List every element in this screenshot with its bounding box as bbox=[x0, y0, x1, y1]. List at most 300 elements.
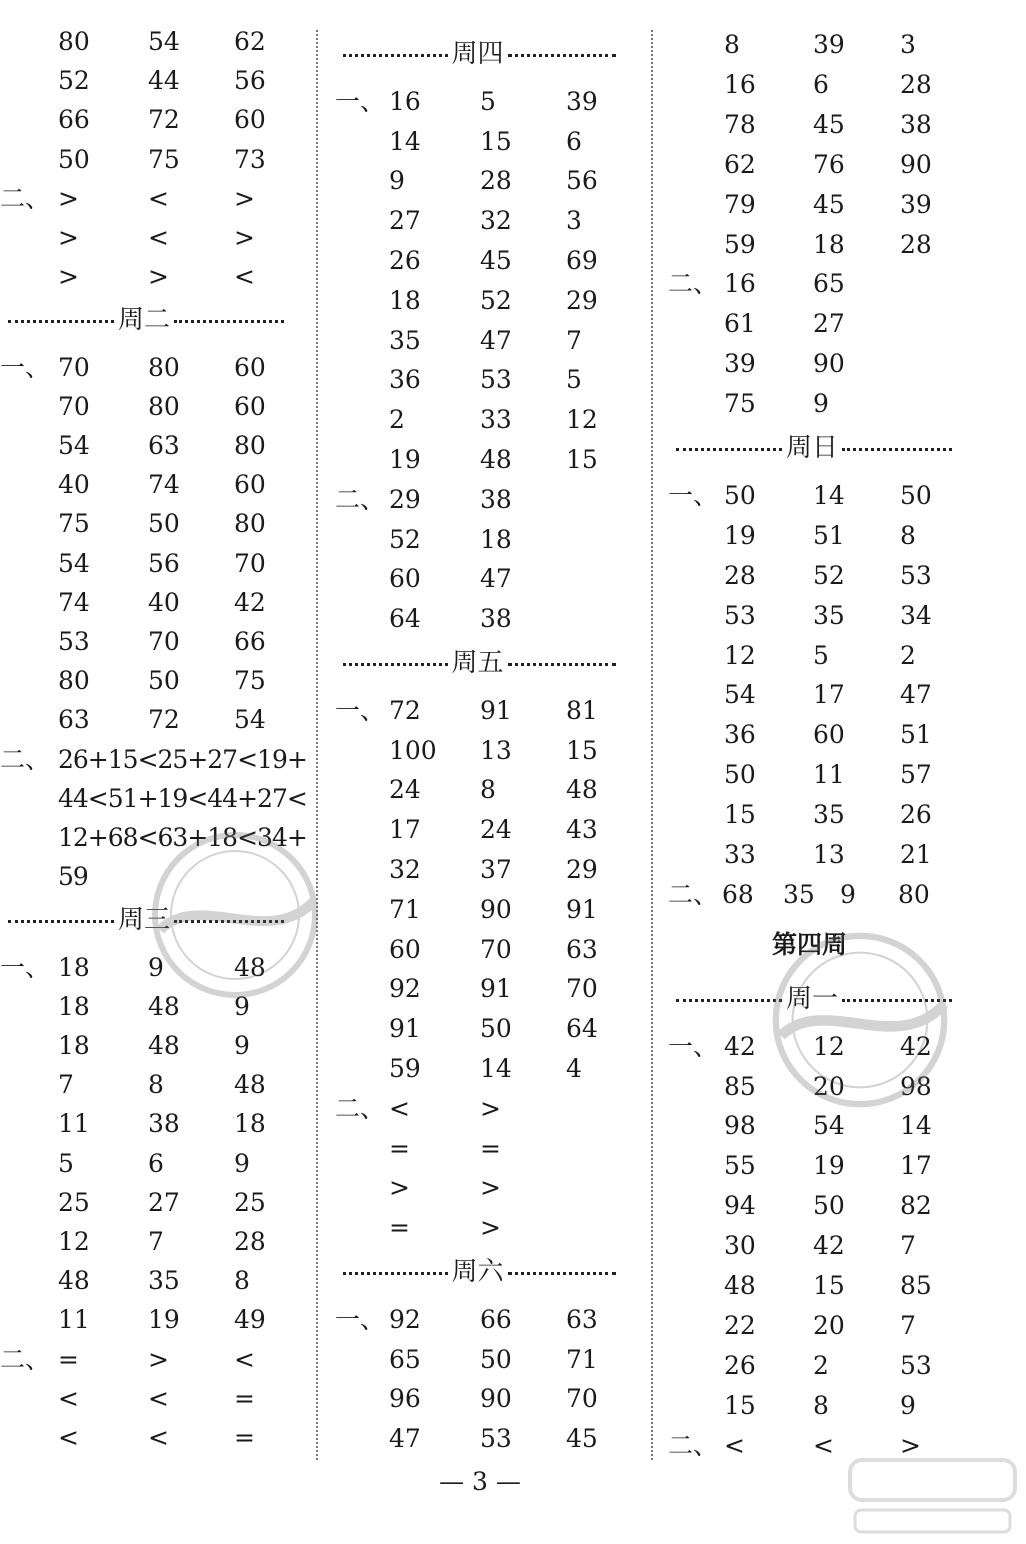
answer-row bbox=[335, 1089, 645, 1129]
answer-value: 17 bbox=[900, 1151, 932, 1181]
answer-value: 74 bbox=[58, 587, 90, 617]
answer-value: 26 bbox=[900, 800, 932, 830]
day-title: 周三 bbox=[117, 905, 171, 936]
answer-value: 60 bbox=[234, 352, 266, 382]
answer-value: 50 bbox=[148, 666, 180, 696]
answer-value: 80 bbox=[148, 391, 180, 421]
answer-value: 4 bbox=[566, 1054, 582, 1083]
answer-value: 60 bbox=[389, 934, 421, 964]
answer-value: < bbox=[148, 1423, 169, 1452]
answer-value: 19 bbox=[813, 1151, 845, 1181]
answer-row bbox=[668, 596, 968, 636]
answer-value: 45 bbox=[813, 189, 845, 219]
answer-row bbox=[668, 304, 968, 344]
answer-value: 14 bbox=[900, 1111, 932, 1141]
answer-value: 2 bbox=[900, 640, 916, 670]
answer-value: 62 bbox=[724, 149, 756, 179]
day-header bbox=[335, 643, 620, 683]
answer-value: 36 bbox=[389, 365, 421, 395]
answer-row bbox=[335, 731, 645, 771]
answer-row bbox=[335, 1419, 645, 1459]
answer-row bbox=[335, 850, 645, 890]
stamp-watermark bbox=[140, 820, 330, 1010]
answer-row bbox=[335, 201, 645, 241]
answer-value: 54 bbox=[58, 548, 90, 578]
answer-value: 80 bbox=[234, 509, 266, 539]
answer-row bbox=[335, 599, 645, 639]
answer-value: 50 bbox=[724, 480, 756, 510]
answer-value: 70 bbox=[148, 627, 180, 656]
dotted-leader bbox=[508, 1272, 617, 1275]
answer-value: 27 bbox=[813, 309, 845, 339]
answer-value: > bbox=[148, 262, 169, 292]
answer-value: 63 bbox=[148, 431, 180, 460]
answer-value: 66 bbox=[234, 627, 266, 656]
answer-row bbox=[668, 516, 968, 556]
answer-value: 90 bbox=[900, 149, 932, 179]
answer-value: 16 bbox=[389, 86, 421, 116]
answer-row bbox=[335, 1340, 645, 1380]
dotted-leader bbox=[676, 448, 782, 451]
answer-value: 33 bbox=[724, 840, 756, 869]
answer-row bbox=[668, 476, 968, 516]
answer-value: > bbox=[480, 1173, 501, 1203]
answer-value: 8 bbox=[148, 1070, 164, 1100]
answer-row bbox=[335, 1129, 645, 1169]
answer-value: 49 bbox=[234, 1305, 266, 1335]
answer-value: < bbox=[724, 1430, 745, 1460]
answer-row bbox=[668, 1266, 968, 1306]
answer-value: 42 bbox=[724, 1031, 756, 1061]
day-header bbox=[0, 300, 288, 340]
answer-value: 35 bbox=[389, 325, 421, 355]
answer-value: 3 bbox=[566, 206, 582, 236]
question-label: 一、 bbox=[0, 352, 51, 382]
answer-row bbox=[335, 890, 645, 930]
answer-value: 42 bbox=[813, 1231, 845, 1261]
column-divider bbox=[651, 30, 653, 1460]
answer-value: 70 bbox=[480, 934, 512, 964]
day-header bbox=[335, 34, 620, 74]
day-header bbox=[668, 428, 956, 468]
day-title: 周五 bbox=[451, 648, 504, 678]
answer-row bbox=[668, 556, 968, 596]
equation-text: 12+68<63+18<34+ bbox=[58, 823, 307, 852]
answer-row bbox=[0, 257, 315, 297]
answer-value: 45 bbox=[566, 1424, 598, 1454]
answer-value: < bbox=[58, 1423, 79, 1452]
stamp-watermark bbox=[760, 920, 960, 1120]
answer-value: 55 bbox=[724, 1151, 756, 1181]
answer-value: 53 bbox=[900, 560, 932, 590]
answer-value: 59 bbox=[389, 1054, 421, 1083]
answer-value: < bbox=[234, 262, 255, 292]
answer-value: 12 bbox=[724, 640, 756, 670]
answer-value: < bbox=[813, 1430, 834, 1460]
answer-value: 70 bbox=[58, 391, 90, 421]
answer-value: 59 bbox=[724, 229, 756, 259]
dotted-leader bbox=[842, 448, 952, 451]
answer-row bbox=[668, 145, 968, 185]
day-header bbox=[335, 1252, 620, 1292]
answer-value: 94 bbox=[724, 1191, 756, 1221]
answer-value: 80 bbox=[898, 879, 930, 909]
answer-value: 64 bbox=[566, 1014, 598, 1044]
answer-value: 38 bbox=[480, 484, 512, 514]
answer-value: 18 bbox=[58, 1031, 90, 1060]
answer-row bbox=[0, 179, 315, 219]
answer-value: 14 bbox=[480, 1054, 512, 1083]
answer-value: 48 bbox=[148, 1031, 180, 1060]
answer-value: = bbox=[58, 1344, 79, 1374]
answer-value: 42 bbox=[234, 587, 266, 617]
dotted-leader bbox=[508, 54, 617, 57]
answer-value: 17 bbox=[813, 680, 845, 710]
answer-value: 8 bbox=[234, 1266, 250, 1296]
answer-value: 18 bbox=[58, 991, 90, 1021]
answer-value: 72 bbox=[148, 705, 180, 735]
answer-value: 80 bbox=[234, 431, 266, 460]
dotted-leader bbox=[508, 663, 617, 666]
equation-text: 59 bbox=[58, 862, 88, 892]
answer-value: 78 bbox=[724, 109, 756, 139]
answer-value: 64 bbox=[389, 604, 421, 634]
answer-value: 57 bbox=[900, 760, 932, 790]
answer-value: 15 bbox=[724, 1390, 756, 1420]
answer-value: 51 bbox=[900, 720, 932, 750]
answer-value: 29 bbox=[566, 855, 598, 884]
answer-value: 48 bbox=[566, 775, 598, 805]
answer-row bbox=[0, 1261, 315, 1301]
answer-value: 48 bbox=[724, 1271, 756, 1300]
answer-value: 7 bbox=[900, 1310, 916, 1340]
answer-value: 2 bbox=[813, 1350, 829, 1380]
answer-row bbox=[0, 465, 315, 505]
question-label: 二、 bbox=[668, 879, 719, 909]
answer-value: 52 bbox=[58, 66, 90, 96]
answer-value: 51 bbox=[813, 520, 845, 550]
answer-row bbox=[668, 835, 968, 875]
answer-value: 35 bbox=[813, 800, 845, 830]
answer-value: 13 bbox=[480, 735, 512, 765]
equation-text: 26+15<25+27<19+ bbox=[58, 744, 307, 774]
answer-row bbox=[335, 1208, 645, 1248]
answer-value: 91 bbox=[480, 695, 512, 725]
answer-row bbox=[668, 1386, 968, 1426]
day-title: 周四 bbox=[451, 39, 504, 69]
answer-row bbox=[0, 1340, 315, 1380]
answer-value: 91 bbox=[389, 1014, 421, 1044]
answer-value: 5 bbox=[480, 86, 496, 116]
answer-row bbox=[0, 100, 315, 140]
answer-value: < bbox=[389, 1093, 410, 1123]
answer-value: 7 bbox=[148, 1227, 164, 1256]
answer-row bbox=[668, 185, 968, 225]
answer-row bbox=[335, 969, 645, 1009]
answer-value: 9 bbox=[234, 991, 250, 1021]
answer-value: 18 bbox=[234, 1109, 266, 1139]
question-label: 二、 bbox=[668, 1430, 719, 1460]
answer-value: 79 bbox=[724, 189, 756, 219]
answer-row bbox=[335, 1049, 645, 1089]
answer-row bbox=[335, 400, 645, 440]
answer-value: 18 bbox=[389, 285, 421, 315]
answer-value: 15 bbox=[480, 126, 512, 156]
answer-row bbox=[0, 348, 315, 388]
answer-value: 14 bbox=[813, 480, 845, 510]
dotted-leader bbox=[343, 663, 448, 666]
answer-value: 53 bbox=[480, 365, 512, 395]
answer-row bbox=[668, 344, 968, 384]
answer-value: 69 bbox=[566, 246, 598, 275]
answer-value: 8 bbox=[724, 30, 740, 59]
answer-value: = bbox=[234, 1383, 255, 1413]
answer-value: 11 bbox=[58, 1305, 90, 1335]
answer-value: 39 bbox=[813, 30, 845, 59]
answer-value: 42 bbox=[900, 1031, 932, 1061]
answer-value: 91 bbox=[480, 974, 512, 1004]
answer-value: 45 bbox=[480, 246, 512, 275]
answer-row bbox=[0, 1026, 315, 1066]
answer-value: 48 bbox=[480, 445, 512, 474]
answer-value: 5 bbox=[813, 640, 829, 670]
answer-value: 15 bbox=[813, 1271, 845, 1300]
answer-value: 36 bbox=[724, 720, 756, 750]
answer-value: > bbox=[480, 1093, 501, 1123]
answer-value: > bbox=[58, 183, 79, 213]
answer-value: 54 bbox=[724, 680, 756, 710]
answer-value: 19 bbox=[389, 445, 421, 474]
answer-row bbox=[668, 636, 968, 676]
answer-value: 9 bbox=[840, 879, 856, 909]
answer-row bbox=[0, 583, 315, 623]
answer-value: 26 bbox=[724, 1350, 756, 1380]
answer-value: 7 bbox=[566, 325, 582, 355]
answer-row bbox=[0, 22, 315, 62]
answer-value: 47 bbox=[480, 325, 512, 355]
page-number: — 3 — bbox=[439, 1467, 521, 1496]
answer-value: 85 bbox=[724, 1071, 756, 1101]
answer-value: 7 bbox=[900, 1231, 916, 1261]
answer-value: 24 bbox=[389, 775, 421, 805]
answer-value: 15 bbox=[566, 735, 598, 765]
answer-value: 68 bbox=[722, 879, 754, 909]
answer-value: < bbox=[58, 1383, 79, 1413]
answer-row bbox=[668, 1186, 968, 1226]
answer-value: 85 bbox=[900, 1271, 932, 1300]
answer-value: 6 bbox=[813, 69, 829, 99]
question-label: 二、 bbox=[668, 269, 719, 299]
dotted-leader bbox=[343, 1272, 448, 1275]
answer-row bbox=[668, 264, 968, 304]
answer-row bbox=[335, 161, 645, 201]
answer-value: 61 bbox=[724, 309, 756, 339]
answer-value: 22 bbox=[724, 1310, 756, 1340]
answer-row bbox=[668, 1226, 968, 1266]
answer-value: 52 bbox=[480, 285, 512, 315]
answer-row bbox=[335, 480, 645, 520]
day-title: 周二 bbox=[117, 305, 171, 336]
answer-value: 12 bbox=[566, 405, 598, 435]
answer-value: 50 bbox=[813, 1191, 845, 1221]
answer-value: 39 bbox=[900, 189, 932, 219]
answer-value: 91 bbox=[566, 894, 598, 924]
answer-value: 20 bbox=[813, 1310, 845, 1340]
answer-value: 48 bbox=[234, 1070, 266, 1100]
answer-value: 60 bbox=[234, 391, 266, 421]
answer-value: 40 bbox=[58, 470, 90, 500]
answer-value: 45 bbox=[813, 109, 845, 139]
answer-row bbox=[0, 61, 315, 101]
answer-value: 65 bbox=[813, 269, 845, 299]
answer-value: 90 bbox=[480, 1384, 512, 1414]
answer-row bbox=[0, 504, 315, 544]
answer-row bbox=[0, 1379, 315, 1419]
answer-value: 50 bbox=[480, 1344, 512, 1374]
answer-value: 27 bbox=[389, 206, 421, 236]
answer-value: < bbox=[148, 183, 169, 213]
answer-row bbox=[335, 321, 645, 361]
answer-value: > bbox=[148, 1344, 169, 1374]
answer-row bbox=[335, 241, 645, 281]
answer-value: 98 bbox=[900, 1071, 932, 1101]
answer-row bbox=[0, 218, 315, 258]
answer-value: 54 bbox=[58, 431, 90, 460]
answer-row bbox=[335, 1300, 645, 1340]
answer-value: 74 bbox=[148, 470, 180, 500]
answer-value: 60 bbox=[813, 720, 845, 750]
dotted-leader bbox=[343, 54, 448, 57]
answer-value: 54 bbox=[813, 1111, 845, 1141]
answer-value: 48 bbox=[234, 952, 266, 982]
answer-value: 19 bbox=[724, 520, 756, 550]
answer-value: 16 bbox=[724, 69, 756, 99]
answer-row bbox=[668, 755, 968, 795]
answer-value: 32 bbox=[480, 206, 512, 236]
answer-value: 53 bbox=[58, 627, 90, 656]
answer-value: 17 bbox=[389, 815, 421, 845]
answer-row bbox=[668, 1346, 968, 1386]
question-label: 二、 bbox=[335, 1093, 386, 1123]
answer-row bbox=[0, 1104, 315, 1144]
answer-value: > bbox=[389, 1173, 410, 1203]
answer-value: 9 bbox=[234, 1031, 250, 1060]
answer-value: 66 bbox=[58, 105, 90, 135]
question-label: 一、 bbox=[668, 480, 719, 510]
answer-value: 11 bbox=[813, 760, 845, 790]
answer-value: 2 bbox=[389, 405, 405, 435]
answer-value: 28 bbox=[900, 69, 932, 99]
answer-value: = bbox=[480, 1133, 501, 1163]
answer-value: 16 bbox=[724, 269, 756, 299]
answer-value: 9 bbox=[234, 1148, 250, 1178]
answer-value: 18 bbox=[813, 229, 845, 259]
answer-value: 90 bbox=[480, 894, 512, 924]
answer-row bbox=[335, 930, 645, 970]
answer-value: 50 bbox=[900, 480, 932, 510]
question-label: 二、 bbox=[0, 1344, 51, 1374]
answer-value: 38 bbox=[480, 604, 512, 634]
answer-value: 63 bbox=[58, 705, 90, 735]
answer-value: 75 bbox=[58, 509, 90, 539]
answer-value: 8 bbox=[480, 775, 496, 805]
answer-row bbox=[335, 281, 645, 321]
answer-row bbox=[0, 622, 315, 662]
answer-value: > bbox=[234, 223, 255, 252]
answer-value: < bbox=[234, 1344, 255, 1374]
answer-value: 50 bbox=[480, 1014, 512, 1044]
equation-line bbox=[0, 740, 315, 780]
answer-row bbox=[668, 65, 968, 105]
answer-row bbox=[335, 810, 645, 850]
answer-value: > bbox=[58, 223, 79, 252]
answer-value: 11 bbox=[58, 1109, 90, 1139]
answer-value: 44 bbox=[148, 66, 180, 96]
answer-value: > bbox=[58, 262, 79, 292]
answer-row bbox=[335, 360, 645, 400]
answer-row bbox=[0, 661, 315, 701]
answer-value: 75 bbox=[148, 144, 180, 174]
answer-row bbox=[335, 1379, 645, 1419]
answer-value: 80 bbox=[58, 666, 90, 696]
answer-value: 20 bbox=[813, 1071, 845, 1101]
answer-value: 70 bbox=[234, 548, 266, 578]
answer-value: 48 bbox=[58, 1266, 90, 1296]
answer-value: 37 bbox=[480, 855, 512, 884]
answer-row bbox=[668, 715, 968, 755]
answer-value: > bbox=[234, 183, 255, 213]
answer-value: 71 bbox=[566, 1344, 598, 1374]
answer-row bbox=[668, 225, 968, 265]
answer-value: 60 bbox=[389, 564, 421, 594]
answer-value: 75 bbox=[234, 666, 266, 696]
site-logo-watermark bbox=[845, 1455, 1020, 1540]
question-label: 一、 bbox=[335, 695, 386, 725]
question-label: 一、 bbox=[335, 86, 386, 116]
answer-value: 5 bbox=[58, 1148, 74, 1178]
answer-value: 38 bbox=[148, 1109, 180, 1139]
question-label: 一、 bbox=[335, 1304, 386, 1334]
answer-row bbox=[335, 559, 645, 599]
answer-value: 15 bbox=[724, 800, 756, 830]
answer-value: 29 bbox=[389, 484, 421, 514]
answer-value: 62 bbox=[234, 27, 266, 56]
answer-row bbox=[0, 544, 315, 584]
answer-value: 24 bbox=[480, 815, 512, 845]
answer-value: 70 bbox=[566, 974, 598, 1004]
answer-value: 28 bbox=[234, 1227, 266, 1256]
answer-row bbox=[668, 875, 968, 915]
dotted-leader bbox=[174, 320, 284, 323]
answer-value: 75 bbox=[724, 389, 756, 419]
answer-value: 80 bbox=[58, 27, 90, 56]
answer-value: 18 bbox=[58, 952, 90, 982]
answer-value: 13 bbox=[813, 840, 845, 869]
answer-value: 76 bbox=[813, 149, 845, 179]
answer-value: 26 bbox=[389, 246, 421, 275]
answer-value: 19 bbox=[148, 1305, 180, 1335]
answer-value: 52 bbox=[813, 560, 845, 590]
answer-value: 81 bbox=[566, 695, 598, 725]
answer-value: 35 bbox=[783, 879, 815, 909]
answer-value: 73 bbox=[234, 144, 266, 174]
answer-value: 47 bbox=[389, 1424, 421, 1454]
question-label: 一、 bbox=[668, 1031, 719, 1061]
answer-value: 50 bbox=[724, 760, 756, 790]
answer-value: 9 bbox=[900, 1390, 916, 1420]
answer-value: 63 bbox=[566, 934, 598, 964]
answer-value: 21 bbox=[900, 840, 932, 869]
